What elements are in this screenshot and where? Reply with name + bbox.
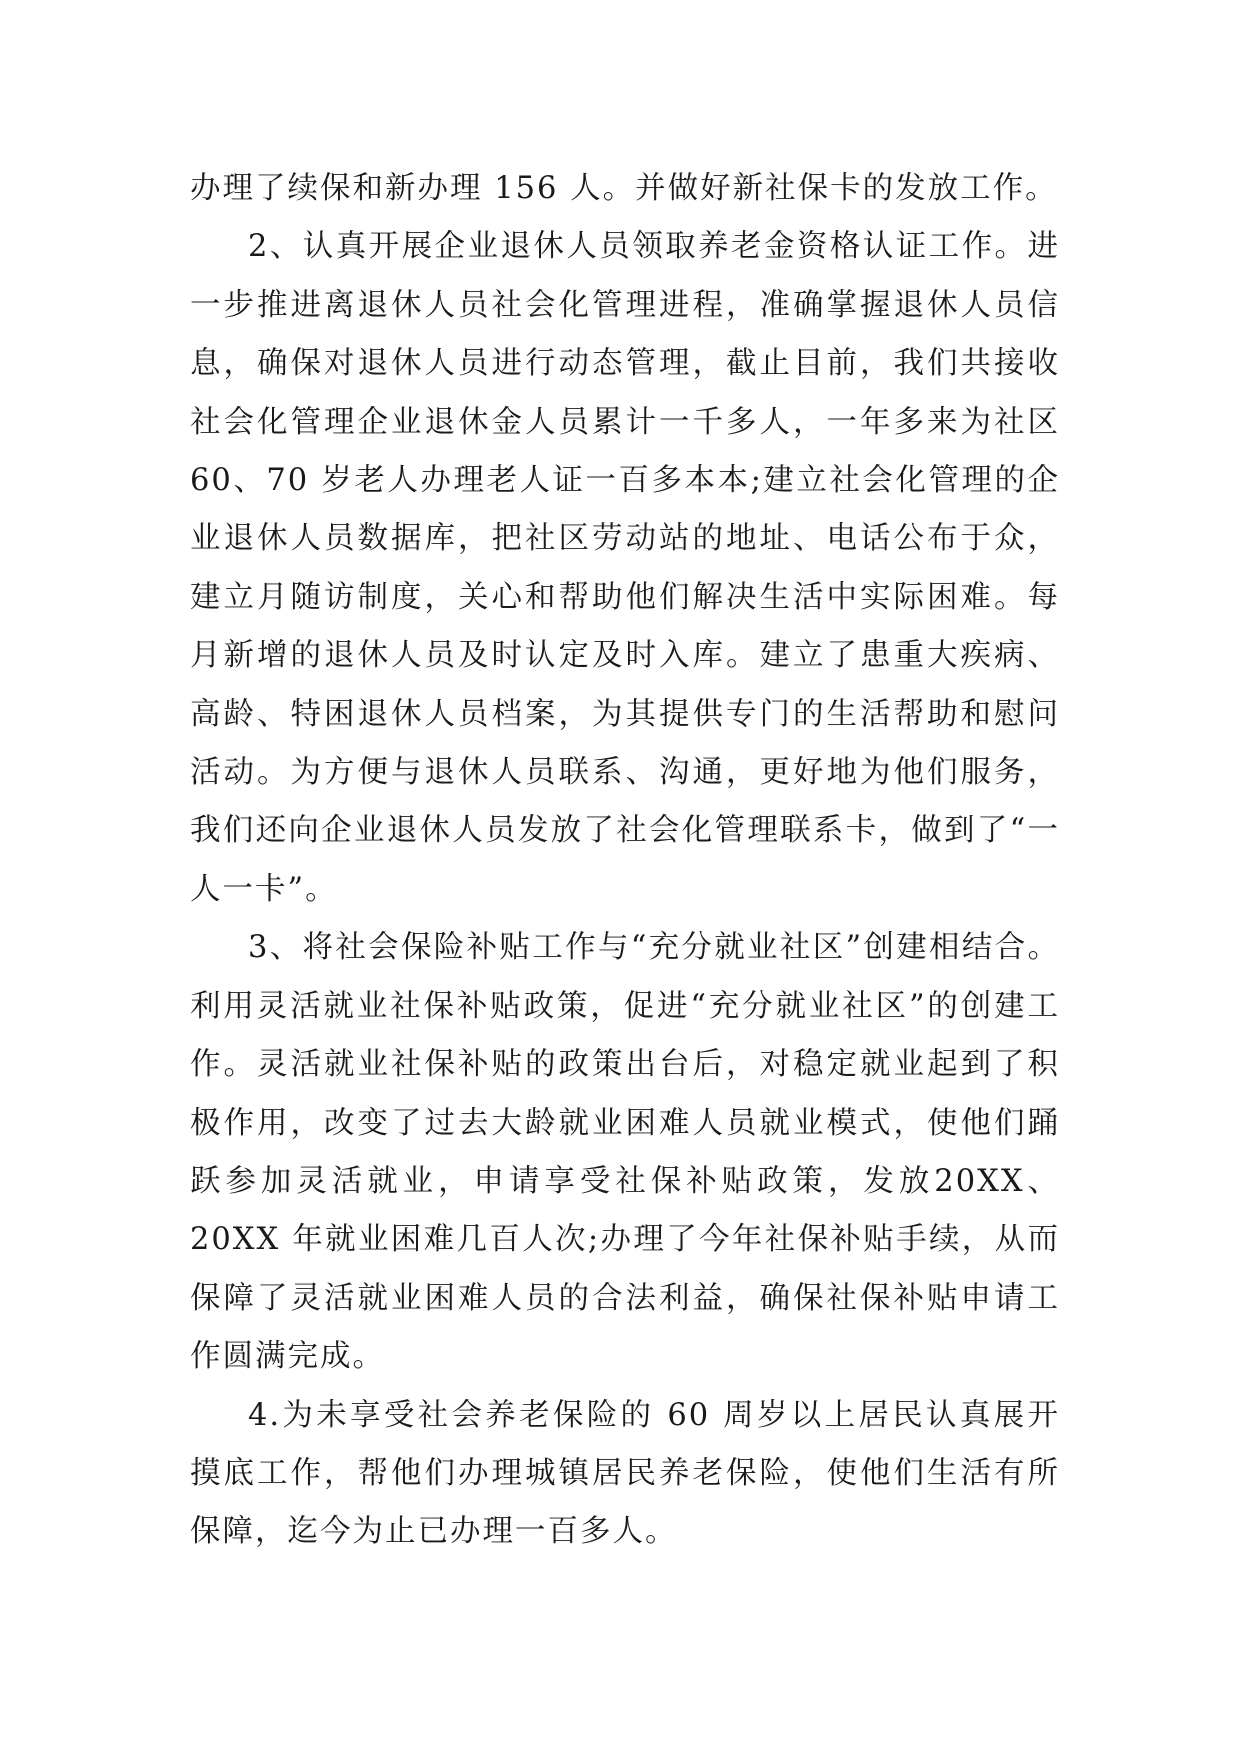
paragraph-continuation: 办理了续保和新办理 156 人。并做好新社保卡的发放工作。	[190, 171, 1058, 206]
paragraph-item-4: 4.为未享受社会养老保险的 60 周岁以上居民认真展开摸底工作，帮他们办理城镇居民养老保险，使他们生活有所保障，迄今为止已办理一百多人。	[190, 1397, 1060, 1550]
paragraph-item-3: 3、将社会保险补贴工作与“充分就业社区”创建相结合。利用灵活就业社保补贴政策，促进“充分就业社区”的创建工作。灵活就业社保补贴的政策出台后，对稳定就业起到了积极作用，改变了过去大龄就业困难人员就业模式，使他们踊跃参加灵活就业，申请享受社保补贴政策，发放20XX、20XX 年就业困难几百人次;办理了今年社保补贴手续，从而保障了灵活就业困难人员的合法利益，确保社保补贴申请工作圆满完成。	[190, 930, 1060, 1375]
paragraph-item-2: 2、认真开展企业退休人员领取养老金资格认证工作。进一步推进离退休人员社会化管理进程，准确掌握退休人员信息，确保对退休人员进行动态管理，截止目前，我们共接收社会化管理企业退休金人员累计一千多人，一年多来为社区 60、70 岁老人办理老人证一百多本本;建立社会化管理的企业退休人员数据库，把社区劳动站的地址、电话公布于众，建立月随访制度，关心和帮助他们解决生活中实际困难。每月新增的退休人员及时认定及时入库。建立了患重大疾病、高龄、特困退休人员档案，为其提供专门的生活帮助和慰问活动。为方便与退休人员联系、沟通，更好地为他们服务，我们还向企业退休人员发放了社会化管理联系卡，做到了“一人一卡”。	[190, 229, 1060, 907]
document-body	[190, 160, 1060, 1562]
